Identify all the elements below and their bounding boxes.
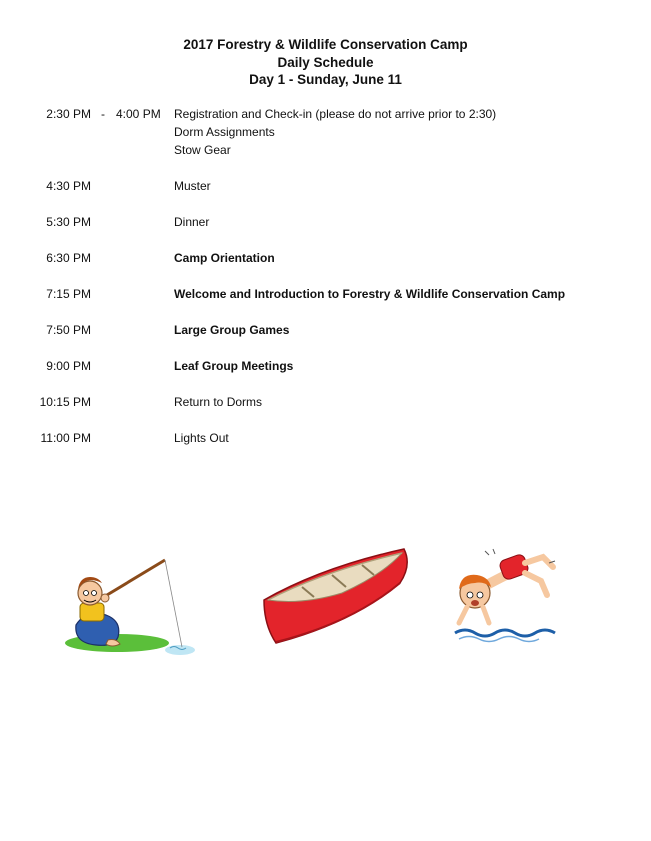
activity-line: Dorm Assignments bbox=[174, 125, 275, 139]
start-time: 9:00 PM bbox=[46, 359, 91, 373]
activity-line: Leaf Group Meetings bbox=[174, 359, 294, 373]
start-time: 6:30 PM bbox=[46, 251, 91, 265]
start-time: 11:00 PM bbox=[40, 431, 91, 445]
activity-line: Muster bbox=[174, 179, 211, 193]
start-time: 2:30 PM bbox=[46, 107, 91, 121]
diving-boy-clipart bbox=[445, 545, 565, 645]
start-time: 7:50 PM bbox=[46, 323, 91, 337]
end-time: 4:00 PM bbox=[116, 107, 161, 121]
activity-line: Stow Gear bbox=[174, 143, 231, 157]
start-time: 5:30 PM bbox=[46, 215, 91, 229]
time-range-dash: - bbox=[101, 107, 105, 121]
fishing-boy-clipart bbox=[62, 555, 207, 660]
start-time: 4:30 PM bbox=[46, 179, 91, 193]
schedule-subtitle: Daily Schedule bbox=[277, 54, 374, 70]
day-title: Day 1 - Sunday, June 11 bbox=[249, 72, 402, 87]
start-time: 7:15 PM bbox=[46, 287, 91, 301]
activity-line: Return to Dorms bbox=[174, 395, 263, 409]
activity-line: Lights Out bbox=[174, 431, 229, 445]
activity-line: Large Group Games bbox=[174, 323, 290, 337]
activity-line: Welcome and Introduction to Forestry & Wildlife Conservation Camp bbox=[174, 287, 566, 301]
schedule-header bbox=[0, 36, 651, 89]
activity-line: Camp Orientation bbox=[174, 251, 275, 265]
activity-line: Registration and Check-in (please do not arrive prior to 2:30) bbox=[174, 107, 497, 121]
activity-line: Dinner bbox=[174, 215, 210, 229]
start-time: 10:15 PM bbox=[39, 395, 91, 409]
camp-title: 2017 Forestry & Wildlife Conservation Camp bbox=[183, 37, 468, 52]
red-canoe-clipart bbox=[262, 545, 410, 650]
activity bbox=[174, 105, 496, 159]
